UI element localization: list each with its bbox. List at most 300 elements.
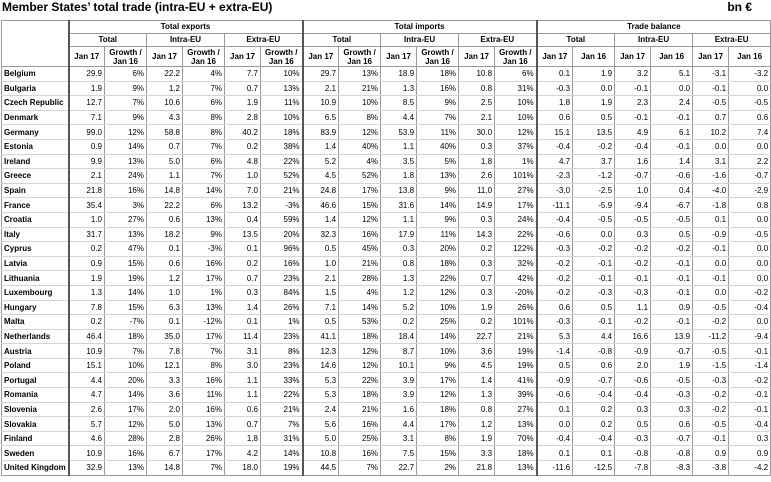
- table-cell: -0.7: [729, 169, 771, 184]
- table-cell: 1.8: [225, 431, 261, 446]
- table-cell: 2.6: [69, 402, 105, 417]
- table-cell: 0.0: [729, 315, 771, 330]
- column-header-row: [2, 47, 771, 67]
- table-cell: 4.2: [225, 446, 261, 461]
- table-row: [2, 402, 771, 417]
- table-cell: 99.0: [69, 125, 105, 140]
- table-cell: 3.3: [147, 373, 183, 388]
- table-cell: -12.5: [573, 461, 615, 476]
- table-cell: -0.2: [615, 242, 651, 257]
- table-cell: 17%: [339, 183, 381, 198]
- table-row: [2, 183, 771, 198]
- table-cell: 7.1: [69, 110, 105, 125]
- table-cell: 122%: [495, 242, 537, 257]
- table-cell: 40%: [417, 139, 459, 154]
- table-cell: 7.8: [147, 344, 183, 359]
- table-cell: 3.2: [615, 67, 651, 82]
- table-cell: 22%: [261, 154, 303, 169]
- column-header: Jan 17: [537, 47, 573, 67]
- column-header: Jan 17: [69, 47, 105, 67]
- table-cell: 22%: [417, 271, 459, 286]
- country-name: Slovenia: [2, 402, 69, 417]
- table-cell: 9.9: [69, 154, 105, 169]
- table-cell: 7%: [261, 417, 303, 432]
- table-cell: 9%: [417, 96, 459, 111]
- table-cell: 0.1: [573, 446, 615, 461]
- table-cell: 14%: [105, 285, 147, 300]
- table-cell: 11%: [183, 388, 225, 403]
- table-cell: 1.4: [225, 300, 261, 315]
- table-cell: 10%: [261, 67, 303, 82]
- table-cell: 16%: [105, 446, 147, 461]
- table-row: [2, 315, 771, 330]
- table-cell: -0.6: [537, 227, 573, 242]
- table-cell: 3.0: [225, 358, 261, 373]
- table-cell: -7%: [105, 315, 147, 330]
- table-cell: -0.2: [573, 242, 615, 257]
- table-cell: 4.7: [537, 154, 573, 169]
- table-cell: 6%: [495, 67, 537, 82]
- table-cell: 4.4: [573, 329, 615, 344]
- table-cell: -0.1: [615, 110, 651, 125]
- table-cell: 21%: [261, 402, 303, 417]
- table-cell: 18%: [339, 329, 381, 344]
- table-cell: 21%: [339, 256, 381, 271]
- table-cell: 4.6: [69, 431, 105, 446]
- table-cell: -0.5: [651, 212, 693, 227]
- table-cell: 5.0: [147, 417, 183, 432]
- table-cell: 0.0: [573, 81, 615, 96]
- table-cell: -0.9: [693, 227, 729, 242]
- table-cell: -0.7: [651, 344, 693, 359]
- table-cell: 7%: [105, 96, 147, 111]
- table-cell: 0.1: [537, 446, 573, 461]
- table-cell: 0.0: [573, 227, 615, 242]
- table-cell: 5.3: [537, 329, 573, 344]
- table-cell: -0.1: [693, 242, 729, 257]
- table-cell: -0.3: [537, 242, 573, 257]
- table-cell: -2.3: [537, 169, 573, 184]
- table-cell: 1.0: [615, 183, 651, 198]
- table-cell: 2.2: [729, 154, 771, 169]
- table-cell: 10.9: [303, 96, 339, 111]
- country-name: Romania: [2, 388, 69, 403]
- table-body: [2, 67, 771, 476]
- table-cell: 7%: [105, 344, 147, 359]
- table-cell: -0.1: [693, 431, 729, 446]
- table-cell: 27%: [495, 183, 537, 198]
- table-cell: 26%: [183, 431, 225, 446]
- table-cell: 0.2: [381, 315, 417, 330]
- table-cell: 9%: [183, 227, 225, 242]
- table-row: [2, 358, 771, 373]
- table-cell: 1.4: [303, 212, 339, 227]
- table-cell: 26%: [261, 300, 303, 315]
- table-cell: 0.5: [651, 227, 693, 242]
- table-cell: 52%: [339, 169, 381, 184]
- table-row: [2, 242, 771, 257]
- table-cell: 13%: [417, 169, 459, 184]
- table-title: Member States’ total trade (intra-EU + extra-EU): [2, 0, 273, 14]
- table-cell: 0.0: [729, 271, 771, 286]
- table-cell: 0.6: [147, 212, 183, 227]
- table-cell: 0.7: [147, 139, 183, 154]
- table-cell: 8.5: [381, 96, 417, 111]
- table-cell: 13%: [495, 417, 537, 432]
- subgroup-header: Total: [303, 34, 381, 47]
- table-cell: 0.4: [651, 183, 693, 198]
- table-cell: 1.0: [69, 212, 105, 227]
- table-cell: -0.5: [651, 373, 693, 388]
- table-cell: 16.6: [615, 329, 651, 344]
- table-cell: -0.5: [573, 212, 615, 227]
- table-cell: 42%: [495, 271, 537, 286]
- table-cell: 52%: [261, 169, 303, 184]
- table-cell: -0.2: [651, 242, 693, 257]
- table-cell: -3%: [183, 242, 225, 257]
- table-cell: -0.1: [693, 271, 729, 286]
- table-cell: 1.9: [225, 96, 261, 111]
- table-cell: 14%: [339, 300, 381, 315]
- subgroup-header: Intra-EU: [381, 34, 459, 47]
- table-cell: 19%: [105, 271, 147, 286]
- table-cell: 0.9: [69, 256, 105, 271]
- column-header: Growth / Jan 16: [339, 47, 381, 67]
- table-cell: 13.5: [573, 125, 615, 140]
- table-row: [2, 256, 771, 271]
- table-cell: 1.9: [573, 96, 615, 111]
- table-cell: 17%: [417, 373, 459, 388]
- table-cell: 0.2: [459, 242, 495, 257]
- table-cell: -0.2: [537, 285, 573, 300]
- subgroup-header: Extra-EU: [693, 34, 771, 47]
- table-cell: 12%: [339, 212, 381, 227]
- table-cell: -11.2: [693, 329, 729, 344]
- table-row: [2, 461, 771, 476]
- table-cell: 30.0: [459, 125, 495, 140]
- table-cell: 16%: [183, 402, 225, 417]
- table-cell: 18.4: [381, 329, 417, 344]
- table-cell: 0.9: [693, 446, 729, 461]
- table-cell: 16%: [339, 417, 381, 432]
- table-row: [2, 110, 771, 125]
- table-cell: -2.5: [573, 183, 615, 198]
- table-cell: 12%: [417, 285, 459, 300]
- table-cell: 0.9: [651, 300, 693, 315]
- table-cell: 3.7: [573, 154, 615, 169]
- table-cell: 0.3: [651, 402, 693, 417]
- table-cell: 32%: [495, 256, 537, 271]
- table-cell: 23%: [261, 271, 303, 286]
- table-cell: 18%: [339, 388, 381, 403]
- country-name: Luxembourg: [2, 285, 69, 300]
- table-cell: 2.3: [615, 96, 651, 111]
- table-cell: 8%: [339, 110, 381, 125]
- country-name: Finland: [2, 431, 69, 446]
- table-cell: -0.2: [537, 271, 573, 286]
- table-cell: 25%: [417, 315, 459, 330]
- table-cell: 10%: [261, 110, 303, 125]
- table-cell: 0.0: [729, 242, 771, 257]
- country-name: Greece: [2, 169, 69, 184]
- table-cell: 1.0: [303, 256, 339, 271]
- table-cell: 1.2: [459, 417, 495, 432]
- table-cell: 6%: [183, 198, 225, 213]
- table-cell: 6.3: [147, 300, 183, 315]
- table-cell: -0.1: [651, 256, 693, 271]
- table-row: [2, 139, 771, 154]
- table-cell: -1.4: [537, 344, 573, 359]
- table-cell: 41.1: [303, 329, 339, 344]
- table-cell: 3.9: [381, 388, 417, 403]
- table-cell: 14%: [417, 198, 459, 213]
- group-header-imports: Total imports: [303, 21, 537, 34]
- table-cell: 14.8: [147, 461, 183, 476]
- country-name: France: [2, 198, 69, 213]
- table-cell: 1.2: [147, 271, 183, 286]
- table-cell: 19%: [261, 461, 303, 476]
- country-name: Germany: [2, 125, 69, 140]
- subgroup-header-row: [2, 34, 771, 47]
- table-cell: 0.7: [225, 81, 261, 96]
- title-bar: [0, 0, 756, 16]
- table-cell: 17.9: [381, 227, 417, 242]
- country-name: Belgium: [2, 67, 69, 82]
- table-cell: 4.4: [381, 110, 417, 125]
- table-cell: -0.3: [537, 315, 573, 330]
- table-cell: -4.0: [693, 183, 729, 198]
- table-cell: -0.3: [537, 81, 573, 96]
- table-cell: 17%: [495, 198, 537, 213]
- table-cell: 0.9: [69, 139, 105, 154]
- table-cell: 12%: [339, 344, 381, 359]
- table-cell: 22.7: [381, 461, 417, 476]
- table-cell: 0.7: [225, 417, 261, 432]
- column-header: Jan 17: [303, 47, 339, 67]
- table-cell: -0.8: [573, 344, 615, 359]
- table-cell: 0.6: [537, 300, 573, 315]
- table-cell: -0.2: [729, 373, 771, 388]
- table-cell: -0.7: [615, 169, 651, 184]
- table-cell: 6.7: [147, 446, 183, 461]
- table-cell: -0.1: [651, 139, 693, 154]
- table-cell: 1%: [495, 154, 537, 169]
- table-cell: 0.1: [693, 212, 729, 227]
- table-cell: 20%: [417, 242, 459, 257]
- subgroup-header: Extra-EU: [459, 34, 537, 47]
- table-cell: -0.4: [729, 417, 771, 432]
- table-cell: 29.9: [69, 67, 105, 82]
- table-cell: 28%: [105, 431, 147, 446]
- table-cell: 0.0: [693, 139, 729, 154]
- table-cell: 0.3: [459, 212, 495, 227]
- group-header-row: [2, 21, 771, 34]
- table-row: [2, 125, 771, 140]
- subgroup-header: Intra-EU: [147, 34, 225, 47]
- table-cell: 0.3: [381, 242, 417, 257]
- table-cell: 25%: [339, 431, 381, 446]
- table-cell: 3.6: [147, 388, 183, 403]
- table-cell: 29.7: [303, 67, 339, 82]
- table-cell: 2.1: [303, 81, 339, 96]
- table-cell: 13%: [261, 81, 303, 96]
- table-cell: 35.4: [69, 198, 105, 213]
- table-cell: 5.1: [651, 67, 693, 82]
- table-cell: -0.8: [615, 446, 651, 461]
- table-cell: 15%: [339, 198, 381, 213]
- table-cell: 27%: [495, 402, 537, 417]
- table-cell: -20%: [495, 285, 537, 300]
- table-cell: 0.2: [573, 417, 615, 432]
- table-cell: 22.2: [147, 198, 183, 213]
- table-cell: 12%: [105, 417, 147, 432]
- table-cell: 40%: [339, 139, 381, 154]
- table-cell: -1.6: [693, 169, 729, 184]
- column-header: Jan 17: [459, 47, 495, 67]
- table-cell: 12.7: [69, 96, 105, 111]
- table-cell: 12%: [339, 358, 381, 373]
- table-cell: -0.4: [615, 388, 651, 403]
- country-name: Czech Republic: [2, 96, 69, 111]
- table-cell: 12%: [495, 125, 537, 140]
- table-cell: -7.8: [615, 461, 651, 476]
- table-cell: 1.1: [615, 300, 651, 315]
- table-cell: 4.9: [615, 125, 651, 140]
- corner-cell: [2, 21, 69, 67]
- table-cell: 11%: [417, 125, 459, 140]
- table-cell: 0.0: [651, 81, 693, 96]
- table-cell: 31.7: [69, 227, 105, 242]
- table-cell: 14%: [261, 446, 303, 461]
- table-cell: 39%: [495, 388, 537, 403]
- table-cell: 16%: [417, 81, 459, 96]
- column-header: Growth / Jan 16: [417, 47, 459, 67]
- table-row: [2, 446, 771, 461]
- table-cell: -0.1: [729, 388, 771, 403]
- table-cell: -0.1: [573, 256, 615, 271]
- table-cell: 7%: [183, 139, 225, 154]
- table-cell: 16%: [183, 256, 225, 271]
- table-cell: 1.6: [615, 154, 651, 169]
- table-cell: -0.4: [573, 388, 615, 403]
- table-row: [2, 329, 771, 344]
- country-name: Malta: [2, 315, 69, 330]
- table-row: [2, 300, 771, 315]
- table-cell: 6%: [183, 154, 225, 169]
- table-cell: -0.9: [615, 344, 651, 359]
- table-cell: 10.6: [147, 96, 183, 111]
- table-cell: 18.0: [225, 461, 261, 476]
- table-cell: 7.8: [69, 300, 105, 315]
- table-cell: 19%: [495, 358, 537, 373]
- table-cell: -0.2: [615, 315, 651, 330]
- country-name: Bulgaria: [2, 81, 69, 96]
- table-row: [2, 417, 771, 432]
- table-cell: 13%: [105, 461, 147, 476]
- table-cell: 16%: [339, 446, 381, 461]
- table-cell: 1.9: [459, 300, 495, 315]
- table-cell: -0.3: [573, 285, 615, 300]
- table-cell: 101%: [495, 315, 537, 330]
- table-cell: 4.7: [69, 388, 105, 403]
- table-cell: 3%: [105, 198, 147, 213]
- table-row: [2, 285, 771, 300]
- table-cell: 10%: [495, 110, 537, 125]
- table-cell: 4.3: [147, 110, 183, 125]
- table-cell: 7.0: [225, 183, 261, 198]
- table-cell: 4%: [339, 154, 381, 169]
- table-cell: 59%: [261, 212, 303, 227]
- table-cell: 13.2: [225, 198, 261, 213]
- table-cell: 31%: [495, 81, 537, 96]
- country-name: Slovakia: [2, 417, 69, 432]
- table-cell: 1.8: [459, 154, 495, 169]
- table-cell: 0.8: [459, 402, 495, 417]
- table-row: [2, 344, 771, 359]
- table-cell: 17%: [417, 417, 459, 432]
- table-cell: 21.8: [459, 461, 495, 476]
- table-cell: 17%: [183, 329, 225, 344]
- table-row: [2, 67, 771, 82]
- table-cell: 15.1: [69, 358, 105, 373]
- table-cell: 0.5: [615, 417, 651, 432]
- trade-table: [1, 20, 771, 476]
- table-cell: 10.2: [693, 125, 729, 140]
- table-cell: 7%: [183, 81, 225, 96]
- column-header: Growth / Jan 16: [105, 47, 147, 67]
- table-cell: -0.4: [615, 139, 651, 154]
- table-cell: 1.9: [69, 271, 105, 286]
- table-cell: 13%: [183, 212, 225, 227]
- table-cell: 18%: [495, 446, 537, 461]
- table-cell: -0.3: [615, 285, 651, 300]
- table-cell: -0.4: [537, 139, 573, 154]
- table-cell: -0.6: [651, 169, 693, 184]
- table-cell: 5.2: [303, 154, 339, 169]
- table-cell: 22.2: [147, 67, 183, 82]
- table-cell: -0.2: [729, 285, 771, 300]
- table-cell: 1.3: [381, 81, 417, 96]
- country-name: Denmark: [2, 110, 69, 125]
- country-name: Spain: [2, 183, 69, 198]
- table-cell: -0.3: [693, 373, 729, 388]
- table-cell: 2.8: [225, 110, 261, 125]
- table-cell: 14%: [105, 388, 147, 403]
- country-name: Hungary: [2, 300, 69, 315]
- table-cell: 8%: [261, 344, 303, 359]
- table-cell: 6.1: [651, 125, 693, 140]
- table-cell: -3.1: [693, 67, 729, 82]
- table-cell: 7.4: [729, 125, 771, 140]
- table-cell: 24%: [105, 169, 147, 184]
- table-cell: 4.5: [459, 358, 495, 373]
- subgroup-header: Intra-EU: [615, 34, 693, 47]
- table-cell: 18%: [417, 256, 459, 271]
- country-name: Lithuania: [2, 271, 69, 286]
- table-cell: 13.9: [651, 329, 693, 344]
- table-cell: -0.1: [693, 81, 729, 96]
- table-cell: -0.2: [693, 402, 729, 417]
- table-cell: 10.8: [459, 67, 495, 82]
- table-cell: 0.1: [225, 315, 261, 330]
- table-cell: 0.1: [147, 242, 183, 257]
- table-row: [2, 373, 771, 388]
- table-cell: 22.7: [459, 329, 495, 344]
- table-cell: -0.5: [729, 227, 771, 242]
- table-cell: 40.2: [225, 125, 261, 140]
- table-cell: 5%: [417, 154, 459, 169]
- table-cell: 0.6: [729, 110, 771, 125]
